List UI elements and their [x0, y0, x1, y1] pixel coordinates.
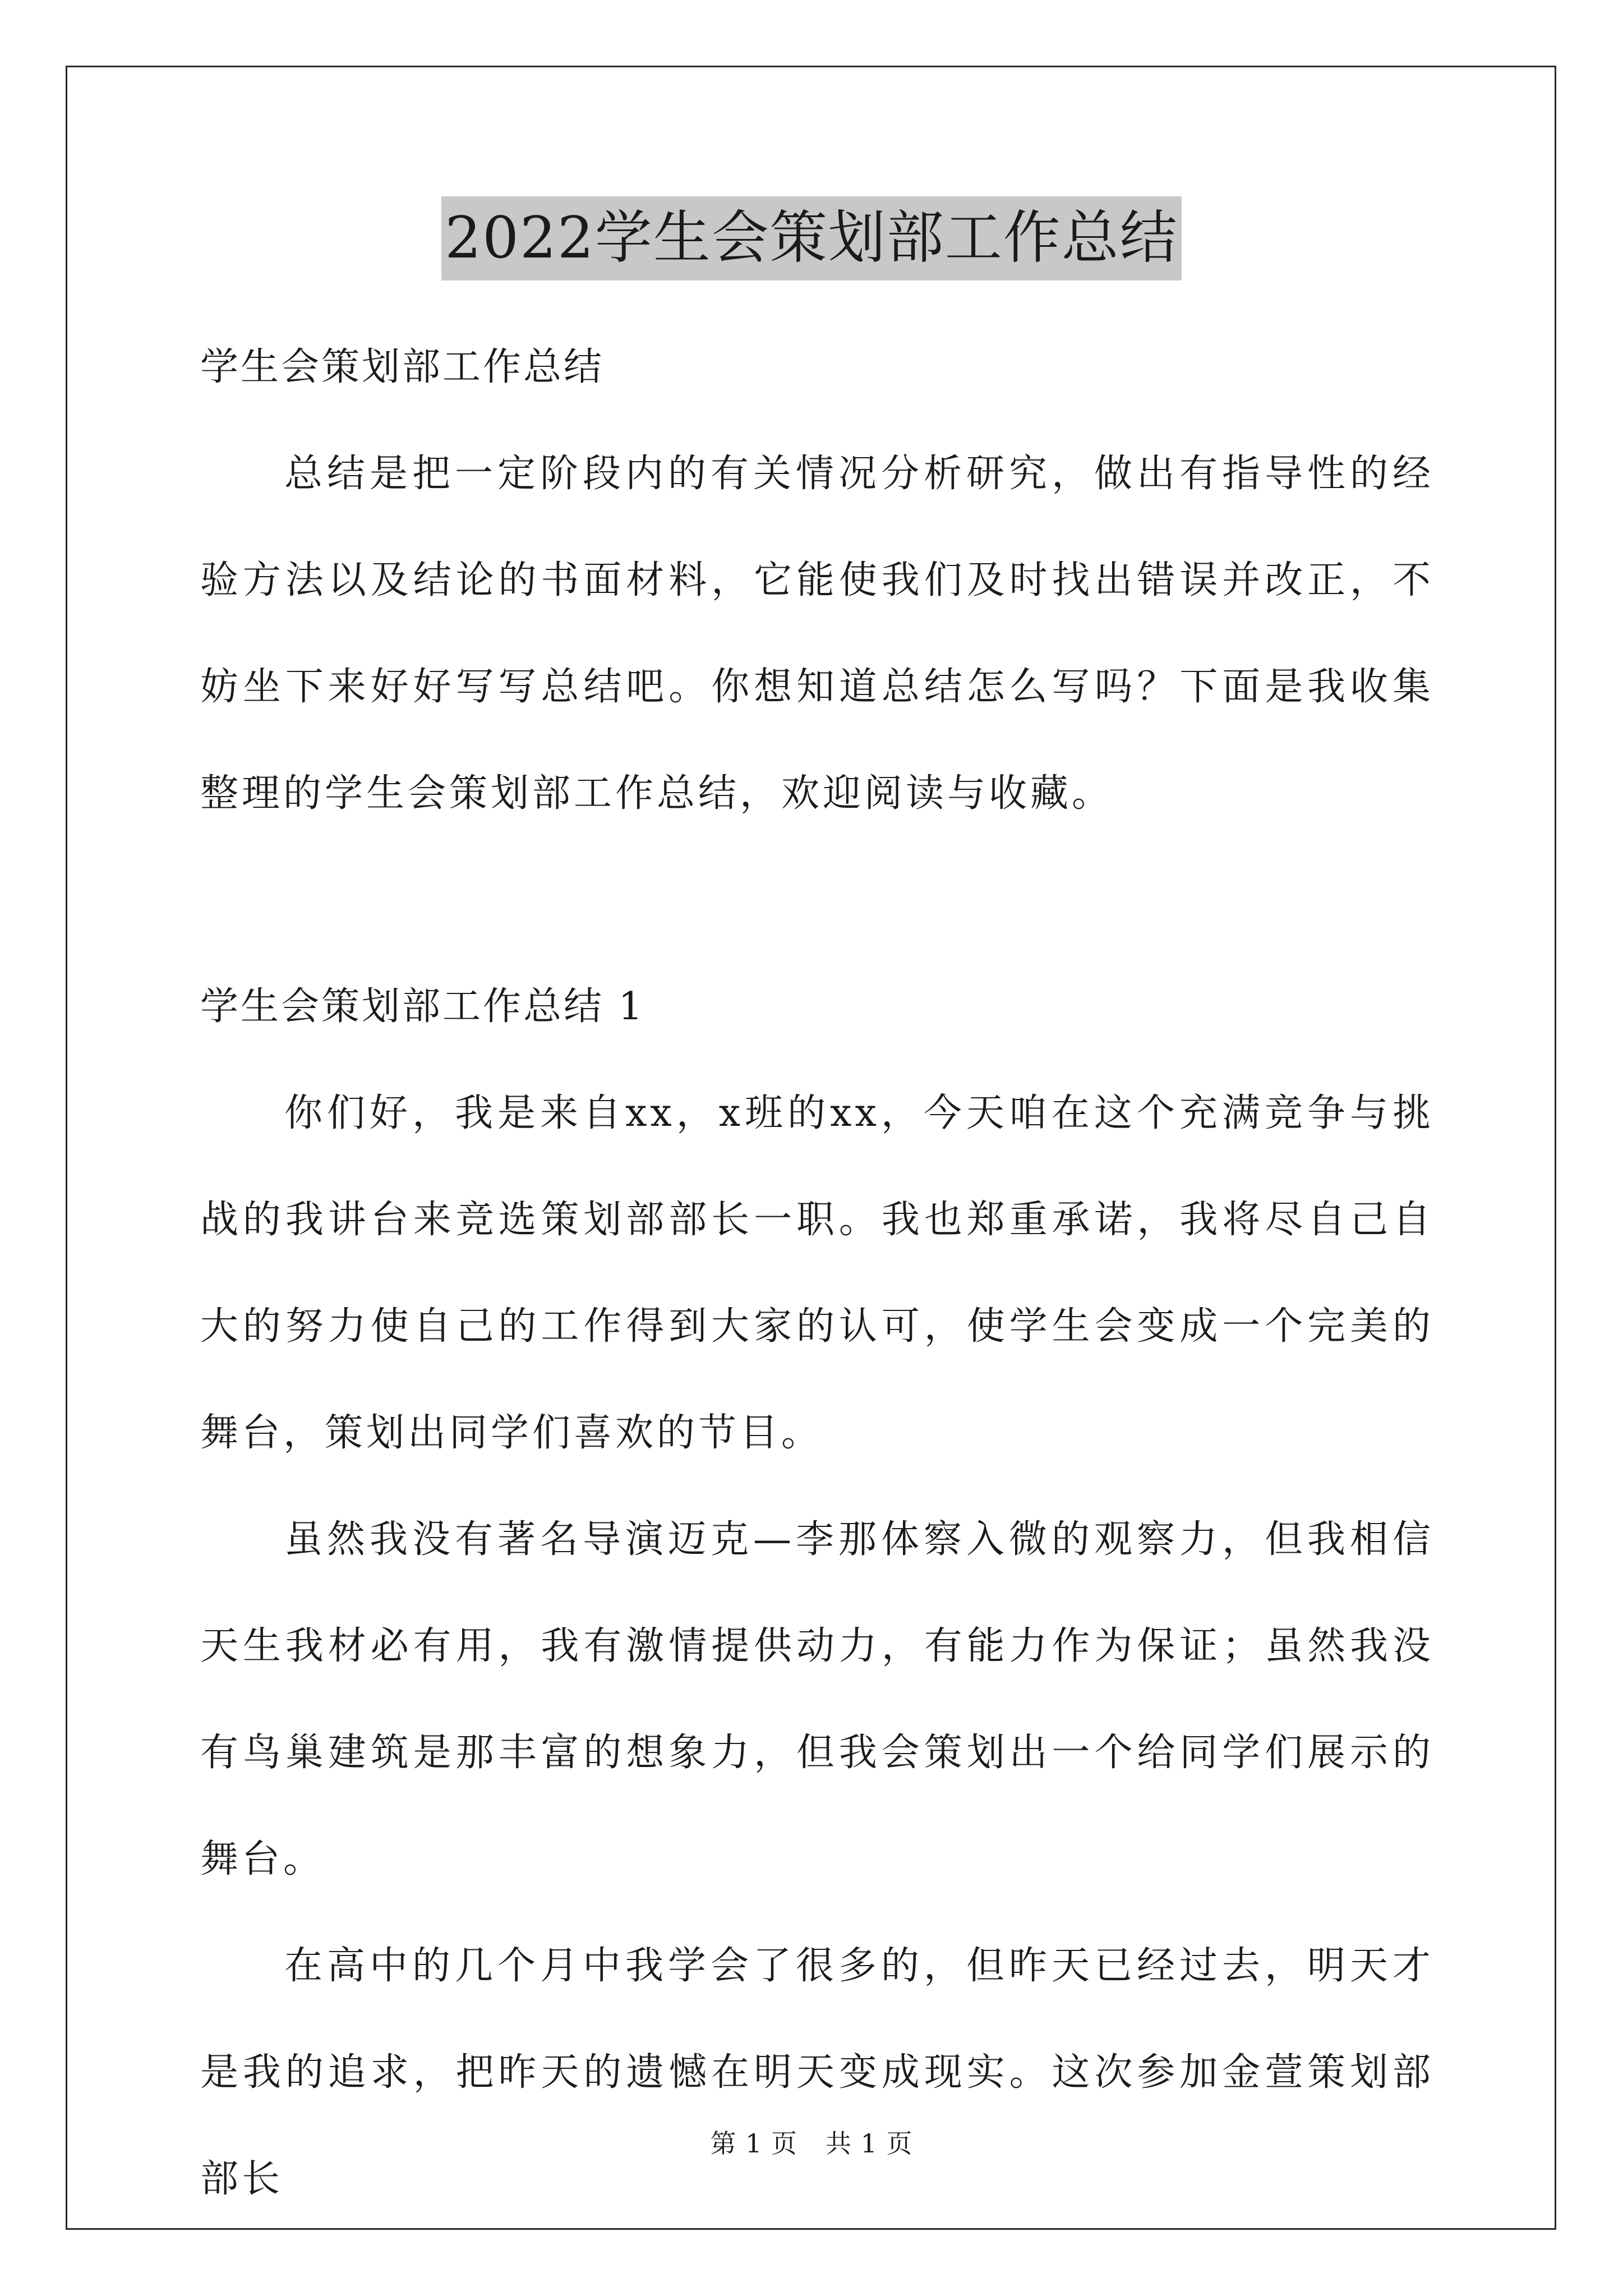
section-heading: 学生会策划部工作总结 1: [200, 984, 645, 1029]
page-number-total: 共 1 页: [826, 2128, 913, 2159]
intro-paragraph: 总结是把一定阶段内的有关情况分析研究，做出有指导性的经验方法以及结论的书面材料，它能使我们及时找出错误并改正，不妨坐下来好好写写总结吧。你想知道总结怎么写吗？下面是我收集整理的学生会策划部工作总结，欢迎阅读与收藏。: [200, 452, 1434, 816]
section-spacer: [200, 847, 1434, 954]
body-paragraph: 在高中的几个月中我学会了很多的，但昨天已经过去，明天才是我的追求，把昨天的遗憾在明天变成现实。这次参加金萱策划部部长: [200, 1944, 1434, 2201]
page-number-current: 第 1 页: [710, 2128, 797, 2159]
page-footer: [0, 2123, 1623, 2160]
body-paragraph: 虽然我没有著名导演迈克—李那体察入微的观察力，但我相信天生我材必有用，我有激情提供动力，有能力作为保证；虽然我没有鸟巢建筑是那丰富的想象力，但我会策划出一个给同学们展示的舞台。: [200, 1517, 1434, 1881]
document-body: [200, 314, 1434, 2233]
document-title: [0, 196, 1623, 280]
document-subtitle: 学生会策划部工作总结: [200, 345, 605, 389]
body-paragraph: 你们好，我是来自xx，x班的xx，今天咱在这个充满竞争与挑战的我讲台来竞选策划部部长一职。我也郑重承诺，我将尽自己自大的努力使自己的工作得到大家的认可，使学生会变成一个完美的舞台，策划出同学们喜欢的节目。: [200, 1091, 1434, 1455]
document-title-text: 2022学生会策划部工作总结: [441, 196, 1182, 280]
